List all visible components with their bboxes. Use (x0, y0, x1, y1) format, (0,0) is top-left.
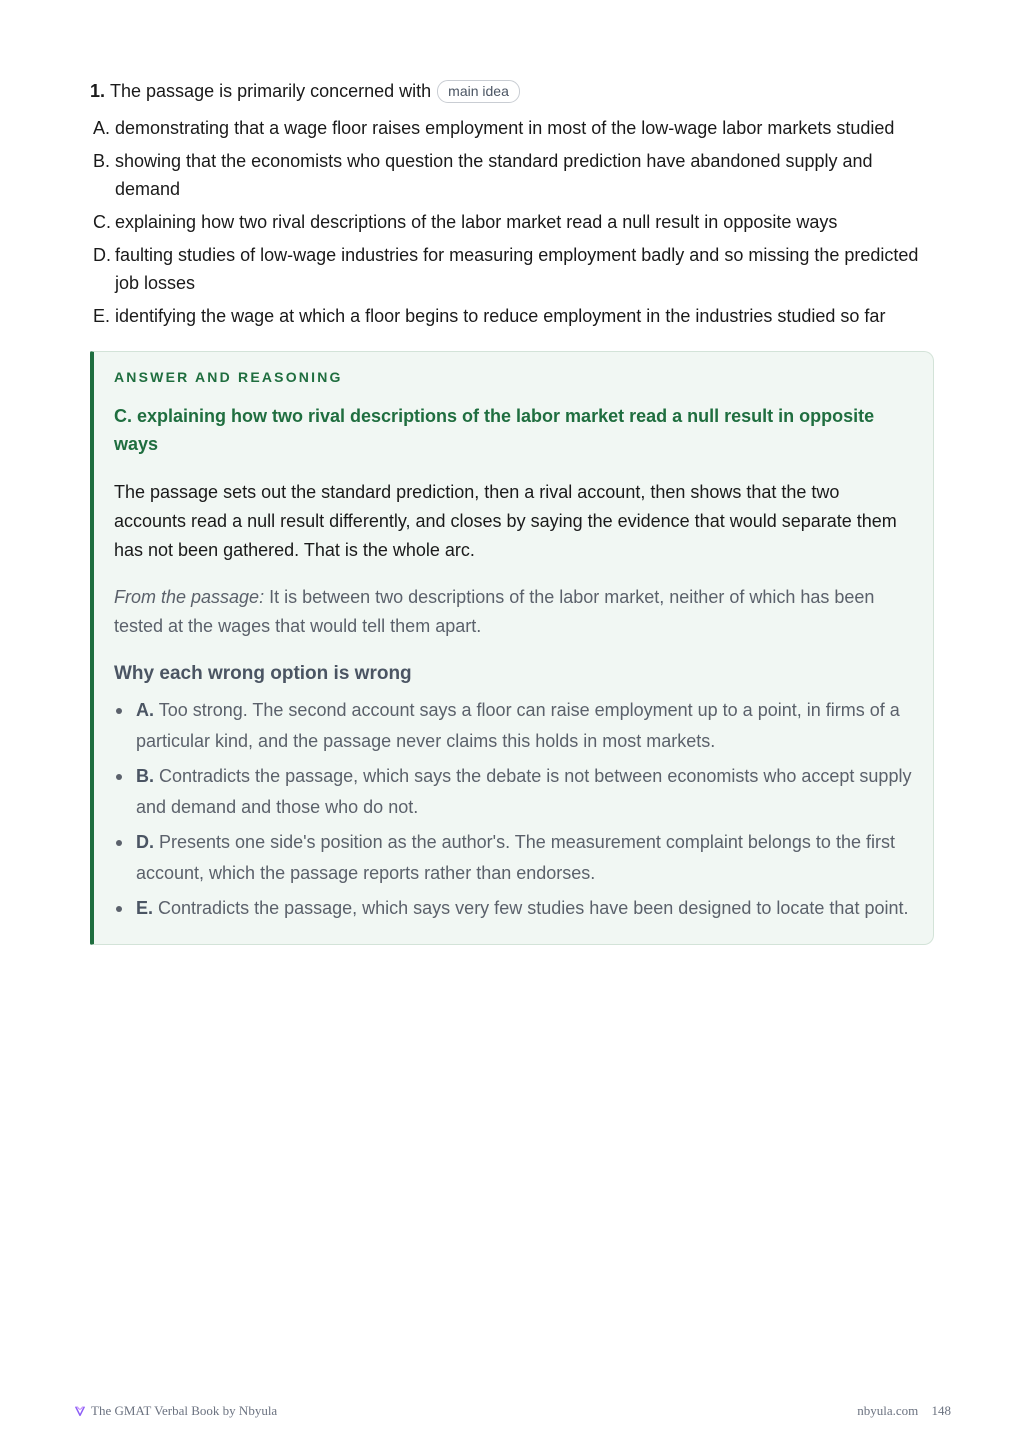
answer-options (90, 114, 934, 330)
option-letter: B. (93, 151, 111, 171)
wrong-option-explanation: Presents one side's position as the author's. The measurement complaint belongs to the first account, which the passage reports rather than endorses. (136, 832, 895, 883)
option-a[interactable] (90, 114, 934, 142)
bullet-icon (116, 906, 122, 912)
wrong-options-list (114, 695, 913, 924)
passage-quote (114, 583, 913, 641)
bullet-icon (116, 774, 122, 780)
wrong-options-heading: Why each wrong option is wrong (114, 663, 412, 684)
footer-book-title (73, 1403, 277, 1419)
option-d[interactable] (90, 241, 934, 297)
wrong-option-letter: E. (136, 898, 154, 918)
quote-text: It is between two descriptions of the labor market, neither of which has been tested at the wages that would tell them apart. (114, 587, 875, 636)
wrong-option-explanation: Contradicts the passage, which says very few studies have been designed to locate that point. (158, 898, 909, 918)
option-text: explaining how two rival descriptions of the labor market read a null result in opposite ways (115, 212, 838, 232)
question-number: 1. (90, 81, 106, 101)
wrong-option-letter: B. (136, 766, 154, 786)
option-c[interactable] (90, 208, 934, 236)
wrong-option-d (114, 827, 913, 889)
option-text: faulting studies of low-wage industries for measuring employment badly and so missing the predicted job losses (115, 245, 919, 293)
page-footer (73, 1403, 951, 1419)
wrong-option-b (114, 761, 913, 823)
question-text: The passage is primarily concerned with (110, 81, 432, 101)
question-stem (90, 78, 934, 104)
option-letter: C. (93, 212, 111, 232)
answer-reasoning: The passage sets out the standard prediction, then a rival account, then shows that the two accounts read a null result differently, and closes by saying the evidence that would separate them has not been gathered. That is the whole arc. (114, 482, 897, 560)
answer-heading: ANSWER AND REASONING (114, 369, 343, 385)
wrong-option-explanation: Too strong. The second account says a floor can raise employment up to a point, in firms of a particular kind, and the passage never claims this holds in most markets. (136, 700, 900, 751)
option-letter: D. (93, 245, 111, 265)
question-type-tag: main idea (437, 80, 520, 103)
bullet-icon (116, 840, 122, 846)
wrong-option-e (114, 893, 913, 924)
footer-right (857, 1403, 951, 1419)
nbyula-logo-icon (73, 1404, 87, 1418)
wrong-option-letter: A. (136, 700, 154, 720)
wrong-option-a (114, 695, 913, 757)
page-number: 148 (931, 1403, 951, 1418)
answer-reasoning-panel (90, 351, 934, 945)
wrong-option-explanation: Contradicts the passage, which says the debate is not between economists who accept supply and demand and those who do not. (136, 766, 912, 817)
quote-label: From the passage: (114, 587, 265, 607)
option-letter: A. (93, 118, 111, 138)
wrong-option-letter: D. (136, 832, 154, 852)
correct-answer: C. explaining how two rival descriptions of the labor market read a null result in opposite ways (114, 406, 875, 454)
book-title: The GMAT Verbal Book by Nbyula (91, 1403, 278, 1418)
option-letter: E. (93, 306, 111, 326)
bullet-icon (116, 708, 122, 714)
option-b[interactable] (90, 147, 934, 203)
option-text: showing that the economists who question the standard prediction have abandoned supply and demand (115, 151, 873, 199)
option-text: identifying the wage at which a floor begins to reduce employment in the industries studied so far (115, 306, 886, 326)
option-text: demonstrating that a wage floor raises employment in most of the low-wage labor markets studied (115, 118, 895, 138)
site-link[interactable]: nbyula.com (857, 1403, 919, 1418)
page-content (90, 78, 934, 945)
option-e[interactable] (90, 302, 934, 330)
